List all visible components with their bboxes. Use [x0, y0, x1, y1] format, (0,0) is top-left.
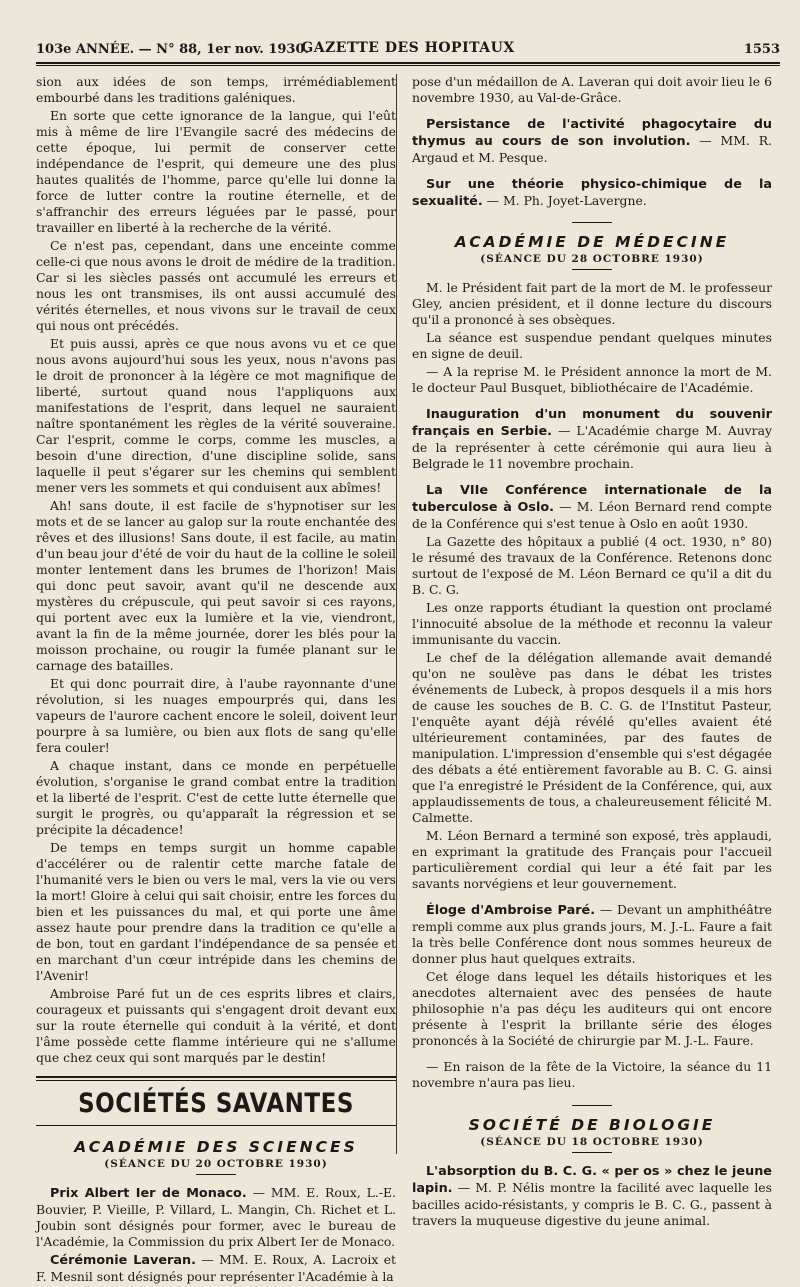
- news-item: [412, 1163, 772, 1229]
- paragraph: — A la reprise M. le Président annonce la mort de M. le docteur Paul Busquet, bibliothécaire de l'Académie.: [412, 364, 772, 395]
- paragraph: sion aux idées de son temps, irrémédiablement embourbé dans les traditions galéniques.: [36, 74, 396, 105]
- item-text: — Devant un amphithéâtre rempli comme aux plus grands jours, M. J.-L. Faure a fait la très belle Conférence dont nous sommes heureux de donner plus haut quelques extraits.: [412, 902, 772, 966]
- news-item: [412, 176, 772, 210]
- paragraph: Les onze rapports étudiant la question ont proclamé l'innocuité absolue de la méthode et reconnu la valeur immunisante du vaccin.: [412, 600, 772, 647]
- news-item: [412, 482, 772, 532]
- item-text: — M. Léon Bernard rend compte de la Conférence qui s'est tenue à Oslo en août 1930.: [412, 499, 772, 531]
- paragraph: Et qui donc pourrait dire, à l'aube rayonnante d'une révolution, si les nuages empourprés qui, dans les vapeurs de l'aurore cachent encore le soleil, doivent leur pourpre à sa lumière, ou bien aux flots de sang qu'elle fera couler!: [36, 676, 396, 755]
- item-text: — MM. E. Roux, L.-E. Bouvier, P. Vieille, P. Villard, L. Mangin, Ch. Richet et L. Joubin sont désignés pour former, avec le bureau de l'Académie, la Commission du prix Albert Ier de Monaco.: [36, 1185, 397, 1249]
- item-text: — M. Ph. Joyet-Lavergne.: [482, 193, 647, 208]
- paragraph: En sorte que cette ignorance de la langue, qui l'eût mis à même de lire l'Evangile sacré des médecins de cette époque, lui permit de conserver cette indépendance de l'esprit, qui demeure une des plus hautes qualités de l'homme, parce qu'elle lui donne la force de lutter contre la routine éternelle, et de s'affranchir des erreurs léguées par le passé, pour travailler en liberté à la recherche de la vérité.: [36, 108, 396, 235]
- short-rule: [572, 222, 612, 223]
- news-item: [412, 406, 772, 472]
- paragraph: — En raison de la fête de la Victoire, la séance du 11 novembre n'aura pas lieu.: [412, 1059, 772, 1090]
- section-subrule: [36, 1125, 396, 1126]
- academy-title: ACADÉMIE DE MÉDECINE: [454, 233, 730, 251]
- paragraph: De temps en temps surgit un homme capable d'accélérer ou de ralentir cette marche fatale de l'humanité vers le bien ou vers le mal, vers la vie ou vers la mort! Gloire à celui qui sait choisir, entre les forces du bien et les puissances du mal, et qui porte une âme assez haute pour prendre dans la tradition ce qu'elle a de bon, tout en gardant l'indépendance de sa pensée et en marchant d'un cœur intrépide dans les chemins de l'Avenir!: [36, 840, 396, 983]
- item-title: Éloge d'Ambroise Paré.: [426, 903, 596, 918]
- item-title: Sur une théorie physico-chimique de la sexualité.: [412, 177, 772, 209]
- paragraph: Ce n'est pas, cependant, dans une enceinte comme celle-ci que nous avons le droit de médire de la tradition. Car si les siècles passés ont accumulé les erreurs et nous les ont transmises, ils ont aussi accumulé des vérités éternelles, et nous vivons sur le travail de ceux qui nous ont précédés.: [36, 238, 396, 333]
- news-item: [412, 116, 772, 166]
- page-header: [36, 36, 780, 62]
- short-rule: [572, 1105, 612, 1106]
- page-number: 1553: [743, 42, 780, 57]
- paragraph: La Gazette des hôpitaux a publié (4 oct. 1930, n° 80) le résumé des travaux de la Conférence. Retenons donc surtout de l'exposé de M. Léon Bernard ce qu'il a dit du B. C. G.: [412, 534, 772, 597]
- paragraph: Et puis aussi, après ce que nous avons vu et ce que nous avons aujourd'hui sous les yeux, nous n'avons pas le droit de prononcer à la légère ce mot magnifique de liberté, surtout quand nous l'appliquons aux manifestations de l'esprit, dans lequel ne sauraient naître spontanément les règles de la vérité souveraine. Car l'esprit, comme le corps, comme les muscles, a besoin d'une direction, d'une discipline solide, sans laquelle il peut s'égarer sur les chemins qui semblent mener vers les sommets et qui conduisent aux abîmes!: [36, 336, 396, 495]
- session-date: (SÉANCE DU 20 OCTOBRE 1930): [104, 1158, 328, 1170]
- item-title: Cérémonie Laveran.: [50, 1253, 196, 1268]
- item-title: La VIIe Conférence internationale de la tuberculose à Oslo.: [412, 483, 772, 515]
- right-column: [412, 74, 772, 1231]
- column-divider: [396, 74, 397, 1154]
- item-text: — MM. R. Argaud et M. Pesque.: [412, 133, 772, 165]
- news-item: [36, 1185, 396, 1250]
- header-rule: [36, 62, 780, 66]
- short-rule: [572, 1152, 612, 1153]
- session-date: (SÉANCE DU 18 OCTOBRE 1930): [480, 1136, 704, 1148]
- society-title: SOCIÉTÉ DE BIOLOGIE: [468, 1116, 716, 1134]
- paragraph: Cet éloge dans lequel les détails historiques et les anecdotes alternaient avec des pensées de haute philosophie n'a pas déçu les auditeurs qui ont encore présente à l'esprit la brillante série des éloges prononcés à la Société de chirurgie par M. J.-L. Faure.: [412, 969, 772, 1048]
- section-title: SOCIÉTÉS SAVANTES: [78, 1089, 354, 1119]
- paragraph: Ah! sans doute, il est facile de s'hypnotiser sur les mots et de se lancer au galop sur la route enchantée des rêves et des illusions! Sans doute, il est facile, au matin d'un beau jour d'été de voir du haut de la colline le soleil monter lentement dans les brumes de l'horizon! Mais qui donc peut savoir, avant qu'il ne descende aux mystères du crépuscule, qui peut savoir si ces rayons, qui portent avec eux la lumière et la vie, viendront, avant la fin de la même journée, dorer les blés pour la moisson prochaine, ou rougir la fumée planant sur le carnage des batailles.: [36, 498, 396, 673]
- item-title: L'absorption du B. C. G. « per os » chez le jeune lapin.: [412, 1164, 772, 1196]
- academy-title: ACADÉMIE DES SCIENCES: [74, 1138, 358, 1156]
- short-rule: [196, 1174, 236, 1175]
- paragraph: Ambroise Paré fut un de ces esprits libres et clairs, courageux et puissants qui s'engagent droit devant eux sur la route éternelle qui conduit à la vérité, et dont l'âme possède cette flamme intérieure qui ne s'allume que chez ceux qui sont marqués par le destin!: [36, 986, 396, 1065]
- item-title: Prix Albert Ier de Monaco.: [50, 1186, 247, 1201]
- journal-title: GAZETTE DES HOPITAUX: [301, 40, 515, 56]
- left-column: [36, 74, 396, 1287]
- news-item: [36, 1252, 396, 1285]
- item-text: — MM. E. Roux, A. Lacroix et F. Mesnil sont désignés pour représenter l'Académie à la: [36, 1252, 397, 1284]
- paragraph: M. le Président fait part de la mort de M. le professeur Gley, ancien président, et il donne lecture du discours qu'il a prononcé à ses obsèques.: [412, 280, 772, 327]
- paragraph: M. Léon Bernard a terminé son exposé, très applaudi, en exprimant la gratitude des Français pour l'accueil particulièrement cordial qui leur a été fait par les savants norvégiens et leur gouvernement.: [412, 828, 772, 891]
- paragraph: Le chef de la délégation allemande avait demandé qu'on ne soulève pas dans le débat les tristes événements de Lubeck, à propos desquels il a mis hors de cause les souches de B. C. G. de l'Institut Pasteur, l'enquête ayant déjà révélé qu'elles avaient été ultérieurement contaminées, par des fautes de manipulation. L'impression d'ensemble qui s'est dégagée des débats a été entièrement favorable au B. C. G. ainsi que l'a enregistré le Président de la Conférence, qui, aux applaudissements de tous, a chaleureusement félicité M. Calmette.: [412, 650, 772, 825]
- item-title: Inauguration d'un monument du souvenir français en Serbie.: [412, 407, 772, 439]
- issue-info: 103e ANNÉE. — N° 88, 1er nov. 1930.: [36, 42, 310, 57]
- item-text: — L'Académie charge M. Auvray de la représenter à cette cérémonie qui aura lieu à Belgrade le 11 novembre prochain.: [412, 423, 772, 471]
- item-title: Persistance de l'activité phagocytaire du thymus au cours de son involution.: [412, 117, 772, 149]
- item-text: — M. P. Nélis montre la facilité avec laquelle les bacilles acido-résistants, y compris le B. C. G., passent à travers la muqueuse digestive du jeune animal.: [412, 1180, 772, 1228]
- paragraph: La séance est suspendue pendant quelques minutes en signe de deuil.: [412, 330, 772, 361]
- news-item: [412, 902, 772, 967]
- short-rule: [572, 269, 612, 270]
- paragraph: A chaque instant, dans ce monde en perpétuelle évolution, s'organise le grand combat entre la tradition et la liberté de l'esprit. C'est de cette lutte éternelle que surgit le progrès, ou qu'apparaît la régression et se précipite la décadence!: [36, 758, 396, 837]
- session-date: (SÉANCE DU 28 OCTOBRE 1930): [480, 253, 704, 265]
- paragraph: pose d'un médaillon de A. Laveran qui doit avoir lieu le 6 novembre 1930, au Val-de-Grâce.: [412, 74, 772, 105]
- section-rule: [36, 1076, 396, 1081]
